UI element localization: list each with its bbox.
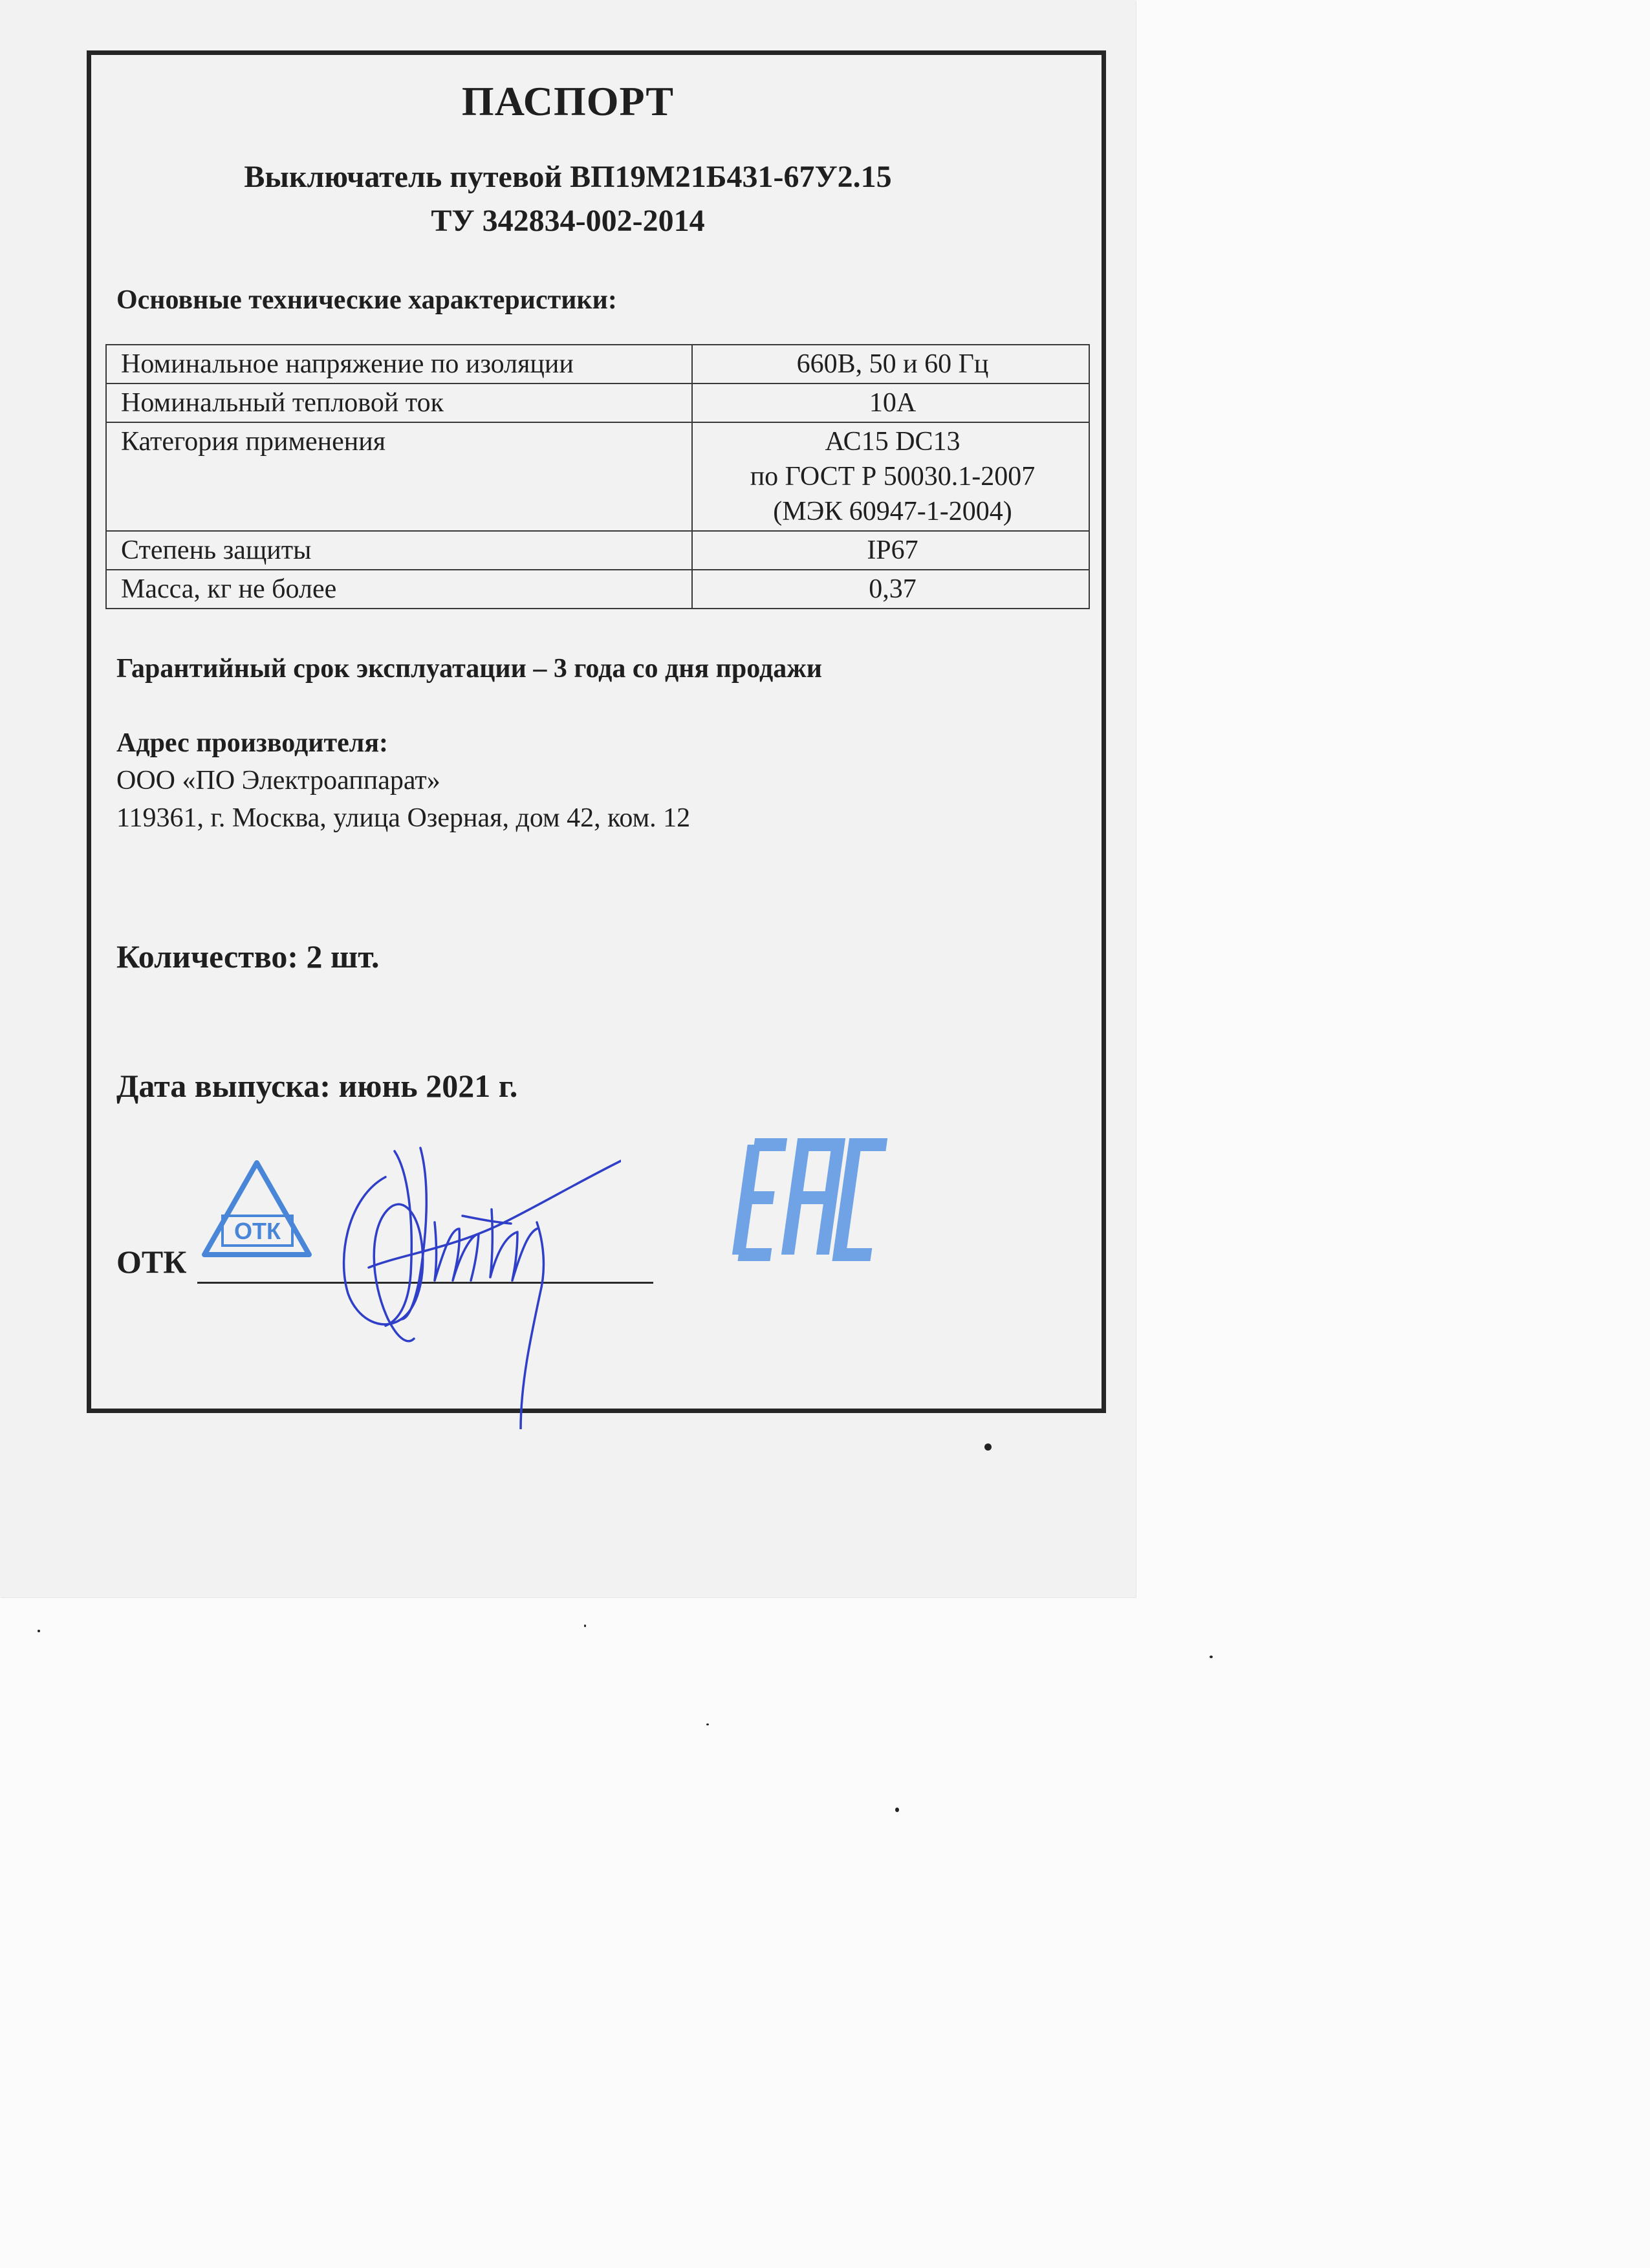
- paper-sheet: [0, 0, 1136, 1597]
- spec-param: Номинальный тепловой ток: [106, 383, 692, 422]
- document-subtitle: [0, 155, 1136, 243]
- scan-speck: [584, 1625, 586, 1627]
- otk-triangle-stamp-icon: [201, 1158, 314, 1261]
- quantity-text: Количество: 2 шт.: [116, 938, 380, 975]
- ink-dot: [984, 1443, 992, 1451]
- spec-value: [692, 422, 1089, 531]
- scan-speck: [706, 1723, 709, 1725]
- product-line: Выключатель путевой ВП19М21Б431-67У2.15: [244, 160, 892, 194]
- section-heading: Основные технические характеристики:: [116, 285, 617, 315]
- scan-speck: [38, 1630, 40, 1632]
- spec-value: 660В, 50 и 60 Гц: [692, 345, 1089, 383]
- handwritten-signature: [323, 1125, 621, 1429]
- spec-value: 10А: [692, 383, 1089, 422]
- spec-value: IP67: [692, 531, 1089, 570]
- spec-value: 0,37: [692, 570, 1089, 609]
- manufacturer-name: ООО «ПО Электроаппарат»: [116, 766, 440, 795]
- table-row: [106, 345, 1089, 383]
- table-row: [106, 531, 1089, 570]
- eac-stamp-text: EAC: [724, 1125, 726, 1126]
- otk-label: ОТК: [116, 1244, 187, 1280]
- spec-value-line: АС15 DC13: [825, 427, 961, 457]
- scan-speck: [1210, 1656, 1213, 1658]
- eac-mark-icon: [724, 1125, 893, 1274]
- spec-param: Категория применения: [106, 422, 692, 531]
- specs-table: [105, 344, 1090, 609]
- document-title: ПАСПОРТ: [461, 78, 675, 124]
- spec-value-line: (МЭК 60947-1-2004): [773, 497, 1012, 526]
- otk-stamp-text: ОТК: [234, 1218, 281, 1244]
- spec-value-line: по ГОСТ Р 50030.1-2007: [750, 462, 1036, 491]
- spec-param: Номинальное напряжение по изоляции: [106, 345, 692, 383]
- table-row: [106, 422, 1089, 531]
- table-row: [106, 570, 1089, 609]
- release-date: Дата выпуска: июнь 2021 г.: [116, 1068, 518, 1104]
- address-heading: Адрес производителя:: [116, 728, 389, 758]
- spec-param: Степень защиты: [106, 531, 692, 570]
- spec-line: ТУ 342834-002-2014: [431, 204, 705, 238]
- scan-speck: [895, 1808, 899, 1812]
- table-row: [106, 383, 1089, 422]
- spec-param: Масса, кг не более: [106, 570, 692, 609]
- warranty-text: Гарантийный срок эксплуатации – 3 года со дня продажи: [116, 654, 822, 684]
- manufacturer-street: 119361, г. Москва, улица Озерная, дом 42, ком. 12: [116, 803, 691, 833]
- manufacturer-address: [116, 724, 690, 837]
